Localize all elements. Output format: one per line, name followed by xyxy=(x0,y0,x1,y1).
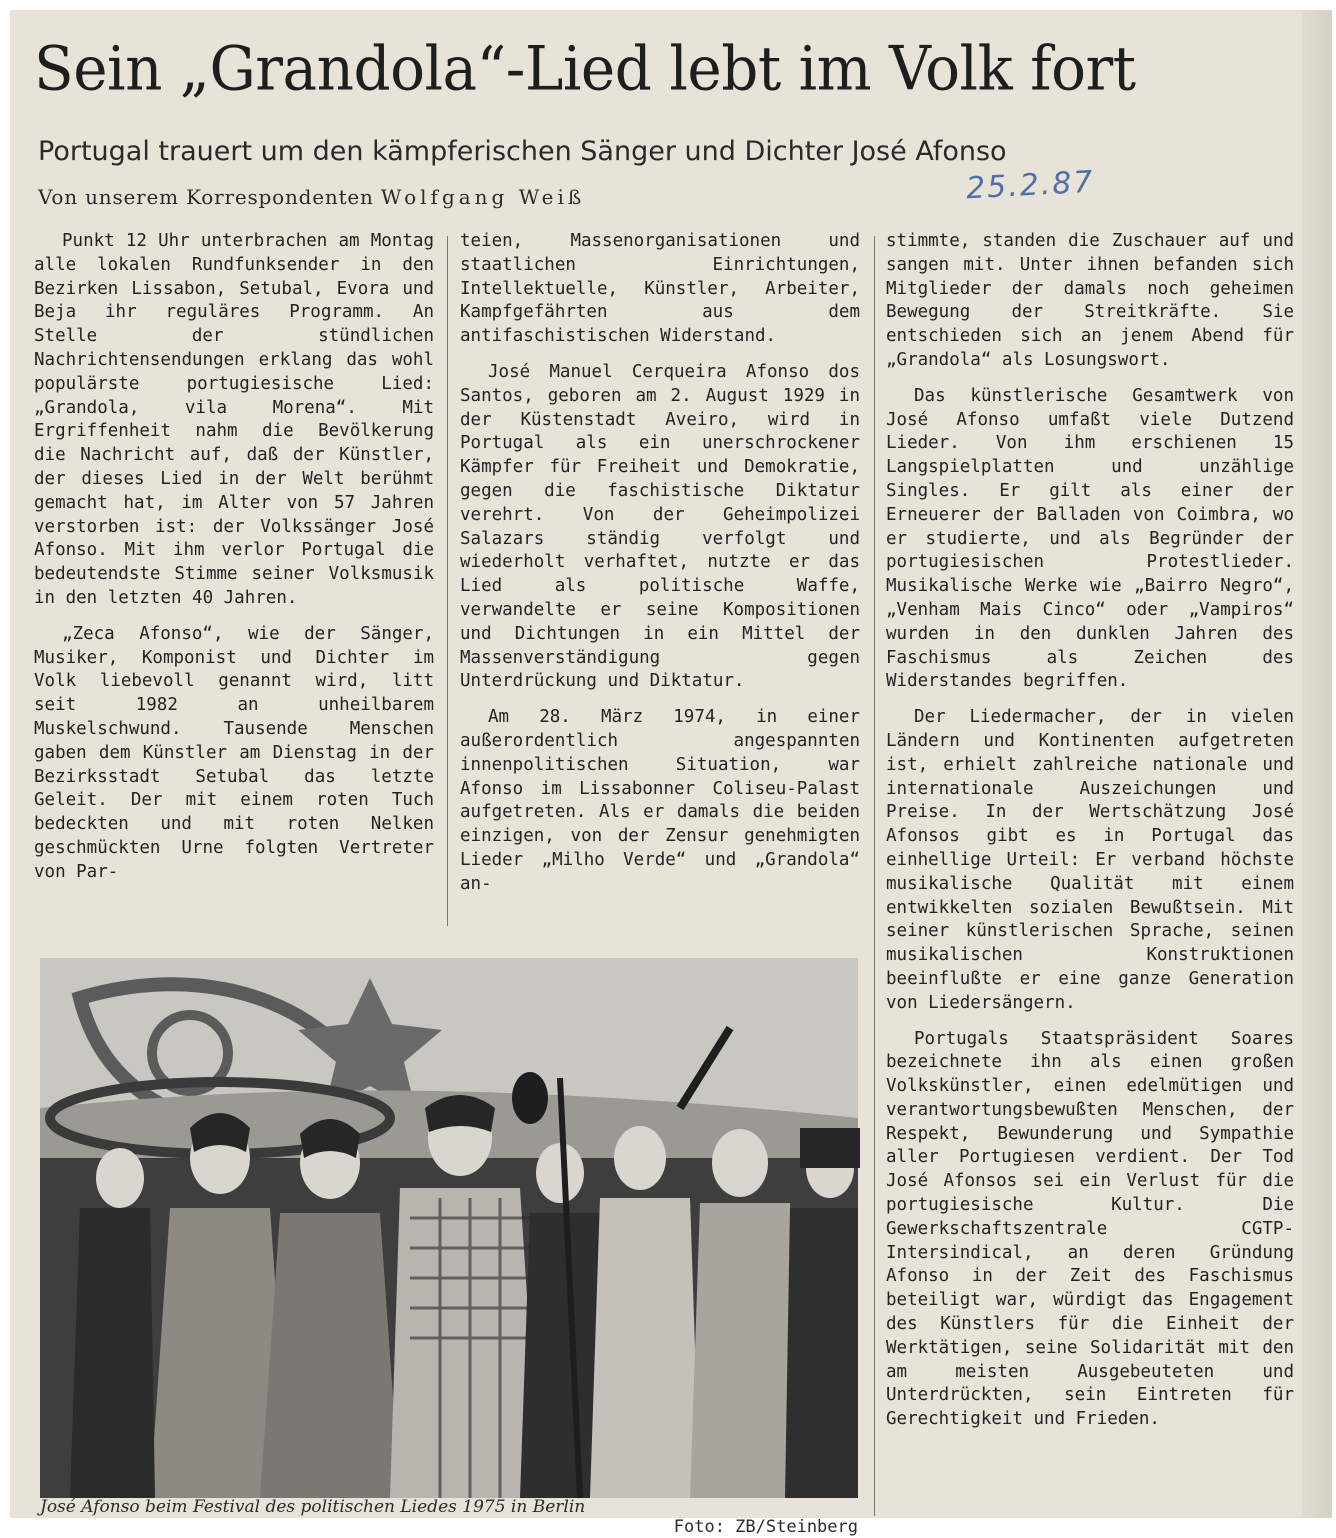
photo-caption xyxy=(40,1496,858,1537)
paragraph: Das künstlerische Gesamtwerk von José Afonso umfaßt viele Dutzend Lieder. Von ihm erschienen 15 Langspielplatten und unzählige Singles. Er gilt als einer der Erneuerer der Balladen von Coimbra, wo er studierte, und als Begründer der portugiesischen Protestlieder. Musikalische Werke wie „Bairro Negro“, „Venham Mais Cinco“ oder „Vampiros“ wurden in den dunklen Jahren des Faschismus als Zeichen des Widerstandes begriffen. xyxy=(886,385,1294,692)
byline xyxy=(38,182,585,212)
paragraph: Portugals Staatspräsident Soares bezeichnete ihn als einen großen Volkskünstler, einen edelmütigen und verantwortungsbewußten Menschen, der Respekt, Bewunderung und Sympathie aller Portugiesen verdient. Der Tod José Afonsos sei ein Verlust für die portugiesische Kultur. Die Gewerkschaftszentrale CGTP-Intersindical, an deren Gründung Afonso in der Zeit des Faschismus beteiligt war, würdigt das Engagement des Künstlers für die Einheit der Werktätigen, seine Solidarität mit den am meisten Ausgebeuteten und Unterdrückten, sein Eintreten für Gerechtigkeit und Frieden. xyxy=(886,1028,1294,1430)
article-column-3 xyxy=(886,230,1294,1444)
article-column-1 xyxy=(34,230,434,897)
paragraph: Der Liedermacher, der in vielen Ländern und Kontinenten aufgetreten ist, erhielt zahlreiche nationale und internationale Auszeichungen und Preise. In der Wertschätzung José Afonsos gibt es in Portugal das einhellige Urteil: Er verband höchste musikalische Qualität mit einem entwikkelten sozialen Bewußtsein. Mit seiner künstlerischen Sprache, seinen musikalischen Konstruktionen beeinflußte er eine ganze Generation von Liedersängern. xyxy=(886,707,1294,1013)
concert-photo xyxy=(40,958,858,1498)
article-column-2 xyxy=(460,230,860,909)
byline-prefix: Von unserem Korrespondenten xyxy=(38,185,374,209)
handwritten-date: 25.2.87 xyxy=(965,164,1096,207)
column-rule xyxy=(447,236,448,926)
caption-text: José Afonso beim Festival des politischen Liedes 1975 in Berlin xyxy=(40,1497,586,1517)
paragraph: Punkt 12 Uhr unterbrachen am Montag alle lokalen Rundfunksender in den Bezirken Lissabon, Setubal, Evora und Beja ihr reguläres Programm. An Stelle der stündlichen Nachrichtensendungen erklang das wohl populärste portugiesische Lied: „Grandola, vila Morena“. Mit Ergriffenheit nahm die Bevölkerung die Nachricht auf, daß der Künstler, der dieses Lied in der Welt berühmt gemacht hat, im Alter von 57 Jahren verstorben ist: der Volkssänger José Afonso. Mit ihm verlor Portugal die bedeutendste Stimme seiner Volksmusik in den letzten 40 Jahren. xyxy=(34,231,434,608)
newspaper-clipping xyxy=(10,10,1328,1537)
show-through-edge xyxy=(1302,10,1332,1518)
paragraph: stimmte, standen die Zuschauer auf und sangen mit. Unter ihnen befanden sich Mitglieder der damals noch geheimen Bewegung der Streitkräfte. Sie entschieden sich an jenem Abend für „Grandola“ als Losungswort. xyxy=(886,231,1294,370)
headline: Sein „Grandola“-Lied lebt im Volk fort xyxy=(34,33,1136,105)
photo-credit: Foto: ZB/Steinberg xyxy=(673,1517,858,1537)
subheadline: Portugal trauert um den kämpferischen Sänger und Dichter José Afonso xyxy=(38,136,1007,167)
paragraph: José Manuel Cerqueira Afonso dos Santos, geboren am 2. August 1929 in der Küstenstadt Aveiro, wird in Portugal als ein unerschrockener Kämpfer für Freiheit und Demokratie, gegen die faschistische Diktatur verehrt. Von der Geheimpolizei Salazars ständig verfolgt und wiederholt verhaftet, nutzte er das Lied als politische Waffe, verwandelte er seine Kompositionen und Dichtungen in ein Mittel der Massenverständigung gegen Unterdrückung und Diktatur. xyxy=(460,361,860,692)
column-rule xyxy=(874,236,875,1516)
byline-author: Wolfgang Weiß xyxy=(380,185,586,209)
paragraph: „Zeca Afonso“, wie der Sänger, Musiker, Komponist und Dichter im Volk liebevoll genannt wird, litt seit 1982 an unheilbarem Muskelschwund. Tausende Menschen gaben dem Künstler am Dienstag in der Bezirksstadt Setubal das letzte Geleit. Der mit einem roten Tuch bedeckten und mit roten Nelken geschmückten Urne folgten Vertreter von Par- xyxy=(34,623,434,882)
paragraph: Am 28. März 1974, in einer außerordentlich angespannten innenpolitischen Situation, war Afonso im Lissabonner Coliseu-Palast aufgetreten. Als er damals die beiden einzigen, von der Zensur genehmigten Lieder „Milho Verde“ und „Grandola“ an- xyxy=(460,707,860,894)
paragraph: teien, Massenorganisationen und staatlichen Einrichtungen, Intellektuelle, Künstler, Arbeiter, Kampfgefährten aus dem antifaschistischen Widerstand. xyxy=(460,231,860,347)
